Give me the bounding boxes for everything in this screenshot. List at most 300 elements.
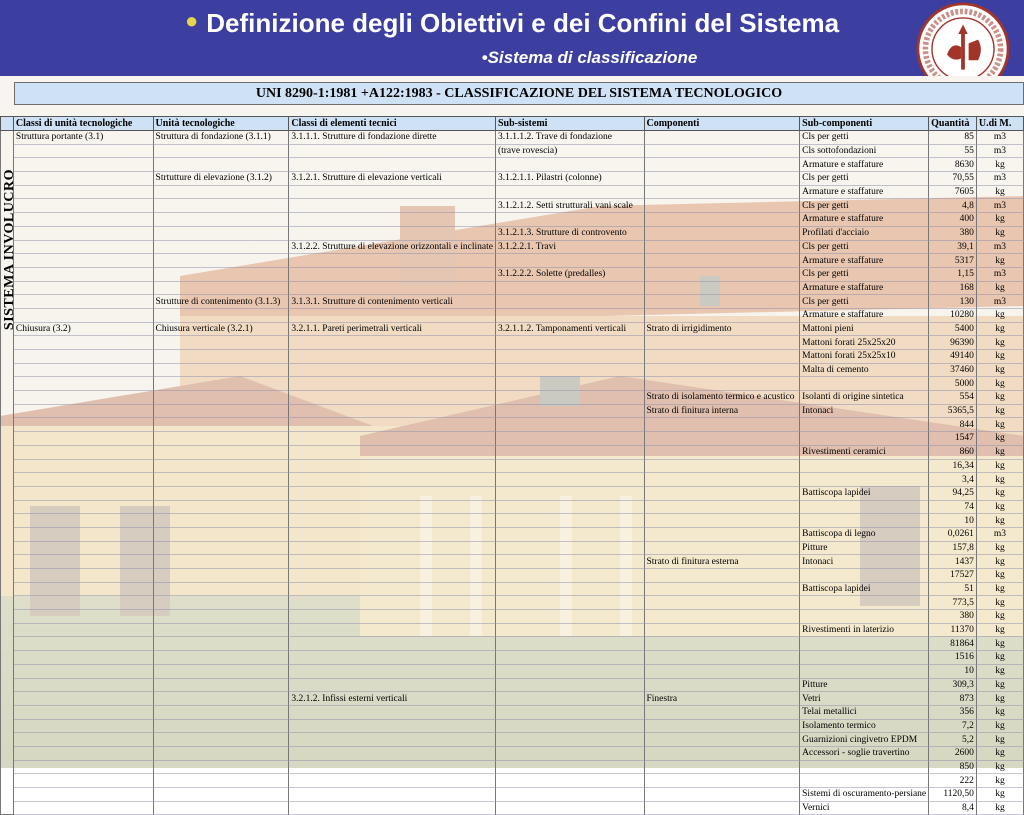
table-cell (13, 473, 153, 487)
table-cell (13, 281, 153, 295)
table-cell: 10 (929, 664, 977, 678)
table-cell (289, 281, 496, 295)
table-cell (289, 254, 496, 268)
table-cell (13, 801, 153, 815)
table-cell: kg (976, 473, 1023, 487)
table-cell (644, 267, 800, 281)
table-cell: Armature e staffature (800, 281, 929, 295)
table-cell (289, 377, 496, 391)
table-row (1, 678, 1024, 692)
table-cell (644, 240, 800, 254)
table-sheet (0, 76, 1024, 814)
table-cell (644, 623, 800, 637)
table-cell: Strato di isolamento termico e acustico (644, 391, 800, 405)
table-cell (644, 514, 800, 528)
table-row (1, 445, 1024, 459)
table-cell: 7,2 (929, 719, 977, 733)
table-cell: kg (976, 664, 1023, 678)
table-cell (13, 555, 153, 569)
table-cell (153, 267, 289, 281)
table-cell (153, 719, 289, 733)
table-cell: 3.1.1.1.2. Trave di fondazione (495, 131, 644, 145)
table-cell: kg (976, 418, 1023, 432)
table-cell: 49140 (929, 350, 977, 364)
table-row (1, 267, 1024, 281)
table-cell (644, 610, 800, 624)
table-cell: Armature e staffature (800, 308, 929, 322)
table-cell: 873 (929, 692, 977, 706)
table-cell (13, 664, 153, 678)
table-row (1, 610, 1024, 624)
table-cell: m3 (976, 131, 1023, 145)
column-header: U.di M. (976, 117, 1023, 131)
table-cell (495, 801, 644, 815)
table-cell (644, 459, 800, 473)
table-cell: m3 (976, 295, 1023, 309)
table-cell: 773,5 (929, 596, 977, 610)
table-cell (289, 719, 496, 733)
table-cell (13, 158, 153, 172)
table-cell: 1,15 (929, 267, 977, 281)
table-cell (289, 705, 496, 719)
table-cell (800, 432, 929, 446)
table-cell: Rivestimenti in laterizio (800, 623, 929, 637)
table-row (1, 322, 1024, 336)
table-cell (495, 719, 644, 733)
table-cell (153, 664, 289, 678)
table-cell (13, 746, 153, 760)
table-cell (644, 527, 800, 541)
table-cell (495, 432, 644, 446)
table-cell (13, 719, 153, 733)
column-header: Classi di unità tecnologiche (13, 117, 153, 131)
table-cell (495, 213, 644, 227)
table-cell (495, 350, 644, 364)
table-cell: (trave rovescia) (495, 144, 644, 158)
table-cell: kg (976, 746, 1023, 760)
table-row (1, 308, 1024, 322)
table-row (1, 555, 1024, 569)
table-cell (644, 541, 800, 555)
table-cell: kg (976, 582, 1023, 596)
table-cell: Cls per getti (800, 199, 929, 213)
table-cell (153, 651, 289, 665)
table-cell (13, 445, 153, 459)
table-cell (289, 664, 496, 678)
table-cell: m3 (976, 144, 1023, 158)
table-cell (495, 377, 644, 391)
table-cell: kg (976, 705, 1023, 719)
table-row (1, 473, 1024, 487)
table-cell (289, 637, 496, 651)
table-cell (13, 240, 153, 254)
table-cell: Accessori - soglie travertino (800, 746, 929, 760)
table-row (1, 336, 1024, 350)
table-cell (495, 158, 644, 172)
table-cell: 1437 (929, 555, 977, 569)
table-cell: kg (976, 692, 1023, 706)
table-cell: Mattoni pieni (800, 322, 929, 336)
table-cell: kg (976, 213, 1023, 227)
table-cell (153, 158, 289, 172)
table-cell (13, 596, 153, 610)
table-cell: m3 (976, 172, 1023, 186)
table-cell: 2600 (929, 746, 977, 760)
table-cell: 850 (929, 760, 977, 774)
table-cell (644, 377, 800, 391)
table-cell (495, 705, 644, 719)
table-cell: kg (976, 623, 1023, 637)
table-cell (13, 432, 153, 446)
table-cell (495, 281, 644, 295)
table-cell: 3.1.2.2.2. Solette (predalles) (495, 267, 644, 281)
table-cell: Struttura portante (3.1) (13, 131, 153, 145)
table-cell (13, 527, 153, 541)
table-row (1, 596, 1024, 610)
table-cell (495, 637, 644, 651)
table-cell (800, 610, 929, 624)
table-cell (13, 678, 153, 692)
table-cell: Cls per getti (800, 240, 929, 254)
table-cell: Malta di cemento (800, 363, 929, 377)
table-cell (644, 705, 800, 719)
table-cell (153, 596, 289, 610)
table-cell: Armature e staffature (800, 254, 929, 268)
table-cell: kg (976, 158, 1023, 172)
table-cell: m3 (976, 527, 1023, 541)
table-cell (289, 541, 496, 555)
table-cell (800, 418, 929, 432)
table-cell: Armature e staffature (800, 185, 929, 199)
table-row (1, 432, 1024, 446)
table-cell: 5317 (929, 254, 977, 268)
table-cell (289, 582, 496, 596)
table-cell (289, 678, 496, 692)
column-header: Componenti (644, 117, 800, 131)
table-cell (495, 569, 644, 583)
table-cell: Battiscopa lapidei (800, 486, 929, 500)
table-cell (800, 651, 929, 665)
table-cell (495, 514, 644, 528)
table-cell: 16,34 (929, 459, 977, 473)
table-row (1, 719, 1024, 733)
slide-title (0, 8, 1024, 39)
table-cell (13, 623, 153, 637)
table-cell: 380 (929, 226, 977, 240)
table-cell (13, 418, 153, 432)
table-cell: 4,8 (929, 199, 977, 213)
table-cell (289, 336, 496, 350)
table-cell: Strtutture di elevazione (3.1.2) (153, 172, 289, 186)
table-cell (644, 719, 800, 733)
table-cell: kg (976, 445, 1023, 459)
table-cell: 51 (929, 582, 977, 596)
table-cell (495, 404, 644, 418)
table-cell (13, 459, 153, 473)
table-cell (495, 555, 644, 569)
table-cell: 7605 (929, 185, 977, 199)
table-row (1, 623, 1024, 637)
table-cell (153, 377, 289, 391)
table-cell (289, 459, 496, 473)
table-cell (495, 486, 644, 500)
table-cell: kg (976, 336, 1023, 350)
table-cell: 3.1.1.1. Strutture di fondazione dirette (289, 131, 496, 145)
table-cell (153, 705, 289, 719)
table-cell (153, 555, 289, 569)
table-cell (289, 569, 496, 583)
bullet-icon: ● (184, 8, 199, 33)
table-row (1, 514, 1024, 528)
table-cell: 3.1.3.1. Strutture di contenimento verticali (289, 295, 496, 309)
table-cell (153, 144, 289, 158)
table-cell (644, 500, 800, 514)
table-row (1, 637, 1024, 651)
table-cell: 5365,5 (929, 404, 977, 418)
table-cell: 3.1.2.2. Strutture di elevazione orizzontali e inclinate (289, 240, 496, 254)
table-cell (153, 733, 289, 747)
table-cell: 1547 (929, 432, 977, 446)
table-cell (13, 363, 153, 377)
table-row (1, 569, 1024, 583)
table-cell: 168 (929, 281, 977, 295)
table-cell (289, 158, 496, 172)
table-cell (800, 514, 929, 528)
table-cell (13, 514, 153, 528)
table-cell (153, 459, 289, 473)
table-row (1, 760, 1024, 774)
table-row (1, 350, 1024, 364)
table-row (1, 582, 1024, 596)
table-cell (153, 746, 289, 760)
table-cell (289, 432, 496, 446)
classification-table (0, 116, 1024, 815)
table-cell: kg (976, 281, 1023, 295)
table-cell (289, 350, 496, 364)
table-cell (644, 760, 800, 774)
table-cell (289, 760, 496, 774)
table-cell: kg (976, 322, 1023, 336)
table-cell (495, 774, 644, 788)
table-row (1, 527, 1024, 541)
table-cell (13, 582, 153, 596)
table-cell: 3.2.1.1. Pareti perimetrali verticali (289, 322, 496, 336)
table-cell (644, 172, 800, 186)
table-cell (644, 308, 800, 322)
table-cell: 5000 (929, 377, 977, 391)
table-row (1, 295, 1024, 309)
table-row (1, 172, 1024, 186)
table-cell: kg (976, 404, 1023, 418)
table-cell: 11370 (929, 623, 977, 637)
table-cell (495, 308, 644, 322)
table-cell (289, 774, 496, 788)
table-cell (13, 569, 153, 583)
table-cell: Battiscopa lapidei (800, 582, 929, 596)
table-cell (495, 610, 644, 624)
table-cell (153, 582, 289, 596)
table-row (1, 391, 1024, 405)
slide-subtitle-text: •Sistema di classificazione (481, 48, 698, 67)
table-cell: 74 (929, 500, 977, 514)
table-cell (153, 500, 289, 514)
column-header: Sub-componenti (800, 117, 929, 131)
table-cell (495, 733, 644, 747)
table-cell: kg (976, 185, 1023, 199)
table-cell (153, 336, 289, 350)
table-cell (495, 500, 644, 514)
table-cell: Cls per getti (800, 267, 929, 281)
table-cell: m3 (976, 267, 1023, 281)
table-cell (289, 788, 496, 802)
table-cell (289, 651, 496, 665)
table-cell (495, 788, 644, 802)
table-cell: 3.1.2.1.1. Pilastri (colonne) (495, 172, 644, 186)
table-cell (800, 760, 929, 774)
table-cell (13, 336, 153, 350)
table-cell (153, 199, 289, 213)
table-cell: 0,0261 (929, 527, 977, 541)
table-cell: 1120,50 (929, 788, 977, 802)
table-cell (289, 308, 496, 322)
table-cell: Vernici (800, 801, 929, 815)
table-caption: UNI 8290-1:1981 +A122:1983 - CLASSIFICAZIONE DEL SISTEMA TECNOLOGICO (14, 82, 1024, 105)
table-cell: 55 (929, 144, 977, 158)
table-cell (495, 295, 644, 309)
table-cell (644, 226, 800, 240)
table-cell (289, 623, 496, 637)
side-label: SISTEMA INVOLUCRO (2, 169, 17, 331)
column-header: Sub-sistemi (495, 117, 644, 131)
table-cell (289, 555, 496, 569)
table-cell: kg (976, 569, 1023, 583)
table-cell (13, 350, 153, 364)
table-cell: kg (976, 486, 1023, 500)
table-cell (13, 760, 153, 774)
table-row (1, 705, 1024, 719)
table-cell (644, 158, 800, 172)
table-cell (153, 514, 289, 528)
table-cell: Isolanti di origine sintetica (800, 391, 929, 405)
table-cell: 3,4 (929, 473, 977, 487)
table-cell: Telai metallici (800, 705, 929, 719)
table-row (1, 774, 1024, 788)
table-cell: Strato di finitura esterna (644, 555, 800, 569)
table-cell (800, 473, 929, 487)
table-row (1, 486, 1024, 500)
table-cell (153, 404, 289, 418)
table-row (1, 733, 1024, 747)
table-cell (495, 185, 644, 199)
table-cell (644, 144, 800, 158)
table-cell: Chiusura (3.2) (13, 322, 153, 336)
table-cell (153, 445, 289, 459)
table-cell: 94,25 (929, 486, 977, 500)
table-cell (644, 486, 800, 500)
table-cell (13, 788, 153, 802)
table-cell: 37460 (929, 363, 977, 377)
table-cell (13, 185, 153, 199)
table-cell (153, 569, 289, 583)
table-cell (495, 760, 644, 774)
table-cell: 96390 (929, 336, 977, 350)
table-cell: kg (976, 651, 1023, 665)
table-cell: 844 (929, 418, 977, 432)
table-cell: 400 (929, 213, 977, 227)
table-cell: kg (976, 432, 1023, 446)
table-cell (153, 527, 289, 541)
table-row (1, 226, 1024, 240)
table-cell (644, 596, 800, 610)
table-cell (153, 473, 289, 487)
table-row (1, 158, 1024, 172)
table-cell: Isolamento termico (800, 719, 929, 733)
table-cell (644, 473, 800, 487)
table-cell: 3.1.2.1.2. Setti strutturali vani scale (495, 199, 644, 213)
table-row (1, 377, 1024, 391)
table-row (1, 404, 1024, 418)
table-cell (644, 445, 800, 459)
table-cell: Cls sottofondazioni (800, 144, 929, 158)
table-cell (153, 760, 289, 774)
table-row (1, 692, 1024, 706)
table-cell (289, 514, 496, 528)
table-cell (153, 240, 289, 254)
table-cell: kg (976, 719, 1023, 733)
table-cell: 70,55 (929, 172, 977, 186)
table-cell (495, 391, 644, 405)
table-cell (495, 473, 644, 487)
table-cell: 860 (929, 445, 977, 459)
table-cell (800, 774, 929, 788)
table-cell (289, 144, 496, 158)
table-cell: kg (976, 774, 1023, 788)
table-cell (13, 610, 153, 624)
table-cell (644, 569, 800, 583)
table-cell: Cls per getti (800, 172, 929, 186)
table-cell (13, 705, 153, 719)
table-cell: 10 (929, 514, 977, 528)
table-cell: Vetri (800, 692, 929, 706)
table-cell (644, 131, 800, 145)
table-cell (13, 226, 153, 240)
table-cell: kg (976, 308, 1023, 322)
table-cell (644, 254, 800, 268)
table-cell (13, 541, 153, 555)
table-cell: Pitture (800, 541, 929, 555)
table-cell (800, 377, 929, 391)
table-cell (644, 199, 800, 213)
table-cell: Finestra (644, 692, 800, 706)
table-cell (153, 486, 289, 500)
table-row (1, 788, 1024, 802)
table-cell: kg (976, 610, 1023, 624)
table-cell: 3.1.2.1. Strutture di elevazione verticali (289, 172, 496, 186)
table-cell: Armature e staffature (800, 213, 929, 227)
table-cell: Chiusura verticale (3.2.1) (153, 322, 289, 336)
table-cell (289, 199, 496, 213)
table-cell (153, 692, 289, 706)
table-cell (153, 418, 289, 432)
table-cell (289, 267, 496, 281)
table-cell (13, 391, 153, 405)
table-cell (644, 733, 800, 747)
table-row (1, 801, 1024, 815)
table-row (1, 541, 1024, 555)
table-cell (495, 678, 644, 692)
table-cell (153, 350, 289, 364)
table-cell (495, 418, 644, 432)
